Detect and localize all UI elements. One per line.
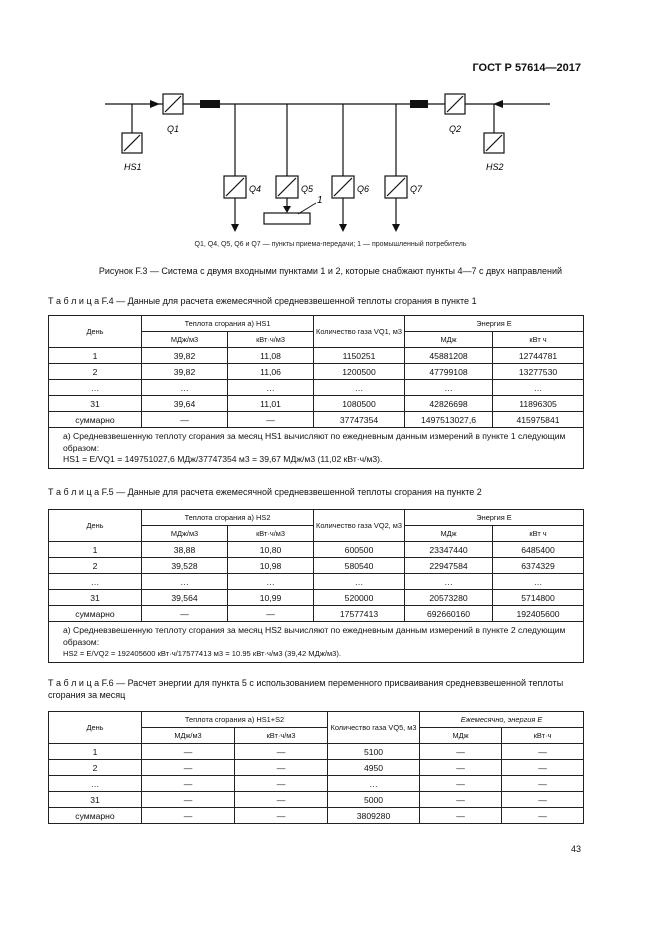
header-kwh-m3: кВт·ч/м3 [228,332,314,348]
document-header: ГОСТ Р 57614—2017 [472,62,581,74]
label-consumer: 1 [317,195,323,206]
header-heat: Теплота сгорания a) HS1 [142,316,314,332]
q4-box [224,176,246,198]
table-row-total: суммарно — — 37747354 1497513027,6 415975841 [49,412,584,428]
system-diagram [0,0,661,240]
table-f5 [48,509,584,663]
figure-caption: Рисунок F.3 — Система с двумя входными пунктами 1 и 2, которые снабжают пункты 4—7 с двух направлений [98,266,563,276]
label-q6: Q6 [357,184,370,194]
table-row: … … … … … … [49,574,584,590]
label-q4: Q4 [249,184,262,194]
label-hs2: HS2 [486,162,504,172]
table-f6-caption: Т а б л и ц а F.6 — Расчет энергии для пункта 5 с использованием переменного присваивания средневзвешенной теплоты сгорания за месяц [48,678,564,700]
header-mj: МДж [405,332,493,348]
header-qty: Количество газа VQ2, м3 [314,510,405,542]
header-energy: Энергия E [405,510,584,526]
q6-box [332,176,354,198]
header-mj-m3: МДж/м3 [142,728,235,744]
table-f5-caption: Т а б л и ц а F.5 — Данные для расчета ежемесячной средневзвешенной теплоты сгорания на пункте 2 [48,487,482,497]
table-row: 2 — — 4950 — — [49,760,584,776]
header-kwh: кВт ч [493,526,584,542]
table-row-total: суммарно — — 17577413 692660160 192405600 [49,606,584,622]
header-day: День [49,712,142,744]
industrial-consumer [264,213,310,224]
q7-box [385,176,407,198]
table-f4 [48,315,584,469]
hs1-box [122,133,142,153]
header-mj: МДж [405,526,493,542]
header-kwh-m3: кВт·ч/м3 [228,526,314,542]
inlet-left-arrow [150,100,160,108]
valve-right [410,100,428,108]
figure-legend: Q1, Q4, Q5, Q6 и Q7 — пункты приема-передачи; 1 — промышленный потребитель [194,241,467,248]
q1-box [163,94,183,114]
table-row: … … … … … … [49,380,584,396]
table-f6 [48,711,584,824]
label-q7: Q7 [410,184,423,194]
table-row: 2 39,528 10,98 580540 22947584 6374329 [49,558,584,574]
page-number: 43 [570,844,581,854]
table-row-total: суммарно — — 3809280 — — [49,808,584,824]
table-row: 31 — — 5000 — — [49,792,584,808]
header-qty: Количество газа VQ1, м3 [314,316,405,348]
header-energy: Энергия E [405,316,584,332]
header-mj: МДж [420,728,502,744]
header-kwh-m3: кВт·ч/м3 [235,728,328,744]
q5-box [276,176,298,198]
header-heat: Теплота сгорания a) HS1+S2 [142,712,328,728]
header-energy: Ежемесячно, энергия E [420,712,584,728]
header-day: День [49,316,142,348]
header-heat: Теплота сгорания a) HS2 [142,510,314,526]
header-mj-m3: МДж/м3 [142,526,228,542]
hs2-box [484,133,504,153]
header-kwh: кВт·ч [502,728,584,744]
label-hs1: HS1 [124,162,142,172]
table-row: 31 39,564 10,99 520000 20573280 5714800 [49,590,584,606]
label-q2: Q2 [449,124,462,134]
table-row: 31 39,64 11,01 1080500 42826698 11896305 [49,396,584,412]
header-kwh: кВт ч [493,332,584,348]
header-day: День [49,510,142,542]
header-qty: Количество газа VQ5, м3 [328,712,420,744]
valve-left [200,100,220,108]
label-q1: Q1 [167,124,180,134]
table-row: 1 38,88 10,80 600500 23347440 6485400 [49,542,584,558]
table-f4-caption: Т а б л и ц а F.4 — Данные для расчета ежемесячной средневзвешенной теплоты сгорания в пункте 1 [48,296,477,306]
table-row: 2 39,82 11,06 1200500 47799108 13277530 [49,364,584,380]
table-f5-note: a) Средневзвешенную теплоту сгорания за месяц HS2 вычисляют по ежедневным данным измерений в пункте 2 следующим образом: HS2 = E/VQ2 = 192405600 кВт·ч/17577413 м3 = 10.95 кВт·ч/м3 (39,42 МДж/м3). [49,622,584,663]
q2-box [445,94,465,114]
label-q5: Q5 [301,184,314,194]
table-f4-note: a) Средневзвешенную теплоту сгорания за месяц HS1 вычисляют по ежедневным данным измерений в пункте 1 следующим образом: HS1 = E/VQ1 = 149751027,6 МДж/37747354 м3 = 39,67 МДж/м3 (11,02 кВт·ч/м3). [49,428,584,469]
table-row: … — — … — — [49,776,584,792]
header-mj-m3: МДж/м3 [142,332,228,348]
table-row: 1 39,82 11,08 1150251 45881208 12744781 [49,348,584,364]
table-row: 1 — — 5100 — — [49,744,584,760]
